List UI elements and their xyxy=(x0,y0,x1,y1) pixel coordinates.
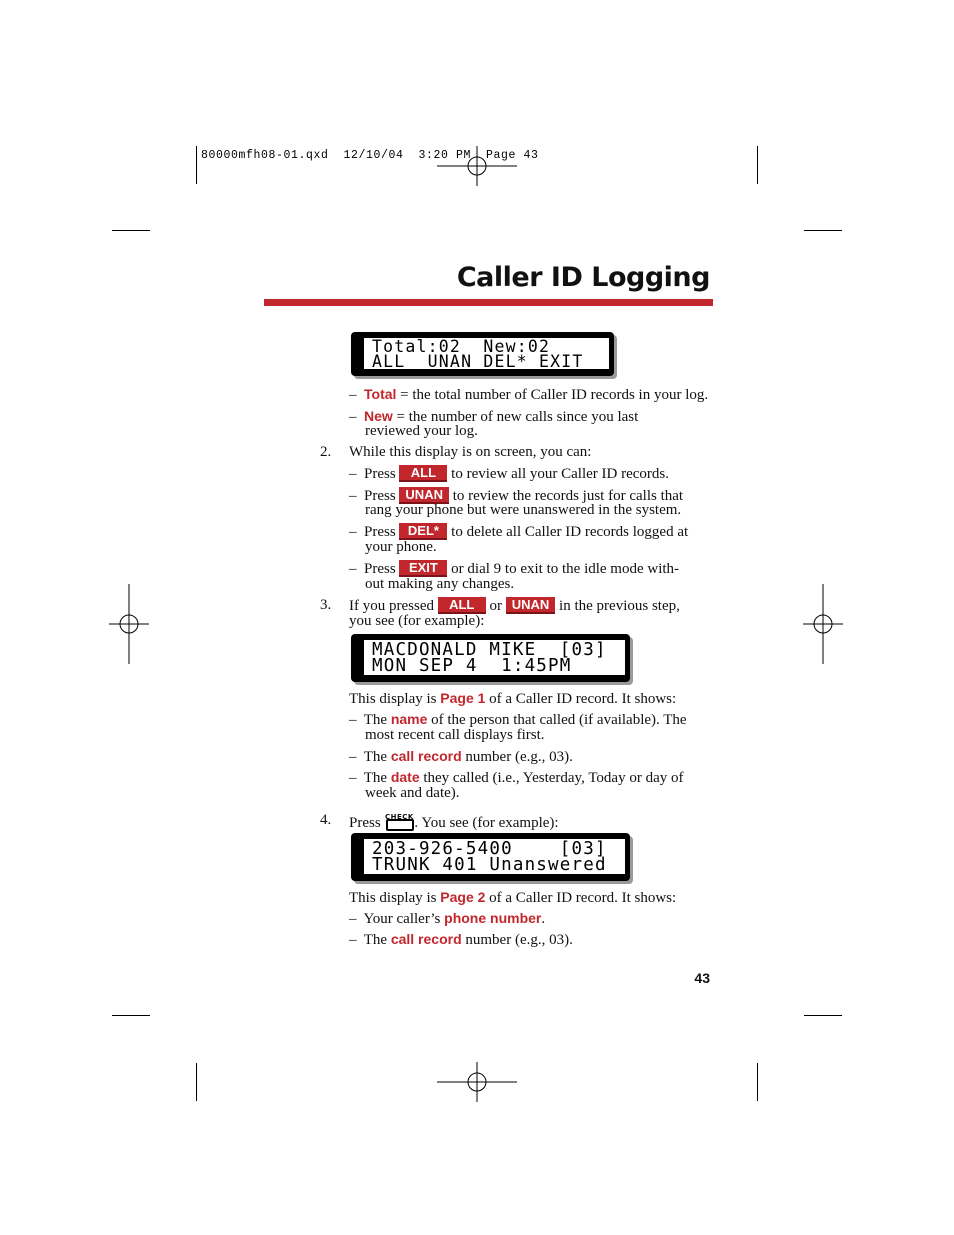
step2-del-cont: your phone. xyxy=(365,539,437,555)
lcd-line-1: Total:02 New:02 xyxy=(372,337,551,356)
crop-mark xyxy=(757,146,758,184)
date-text: they called (i.e., Yesterday, Today or day of xyxy=(419,770,684,786)
term-call-record: call record xyxy=(390,748,462,764)
page2-intro xyxy=(349,889,676,906)
page1-name-cont: most recent call displays first. xyxy=(365,727,545,743)
dash: – xyxy=(349,561,357,577)
term-page1: Page 1 xyxy=(440,690,486,706)
step4-text xyxy=(349,812,559,831)
step3-text xyxy=(349,597,680,614)
lcd-display-page1 xyxy=(351,634,630,682)
dash: – xyxy=(349,932,357,948)
all-softkey[interactable]: ALL xyxy=(438,597,486,614)
dash: – xyxy=(349,770,357,786)
dash: – xyxy=(349,911,357,927)
crop-mark xyxy=(196,1063,197,1101)
page1-record xyxy=(349,748,573,765)
the-text: The xyxy=(363,770,391,786)
crop-mark xyxy=(804,230,842,231)
press-text: Press xyxy=(349,815,385,831)
record-text: number (e.g., 03). xyxy=(461,749,573,765)
term-phone-number: phone number xyxy=(444,910,542,926)
dash: – xyxy=(349,712,357,728)
registration-mark-icon xyxy=(437,1062,517,1102)
lcd-display-page2 xyxy=(351,833,630,881)
lcd-line-2: ALL UNAN DEL* EXIT xyxy=(372,352,584,371)
page1-date xyxy=(349,769,684,786)
caller-text-end: . xyxy=(541,911,546,927)
lcd-screen xyxy=(364,640,625,675)
page2-intro-b: of a Caller ID record. It shows: xyxy=(485,890,677,906)
the-text: The xyxy=(363,932,391,948)
unan-text: to review the records just for calls that xyxy=(448,488,684,504)
step2-del xyxy=(349,523,688,540)
crop-mark xyxy=(112,1015,150,1016)
the-text: The xyxy=(363,749,391,765)
dash: – xyxy=(349,749,357,765)
check-button-label: CHECK xyxy=(385,813,414,821)
or-text: or xyxy=(485,598,506,614)
name-text: of the person that called (if available). The xyxy=(427,712,687,728)
print-slug: 80000mfh08-01.qxd 12/10/04 3:20 PM Page 43 xyxy=(201,149,539,162)
unan-softkey[interactable]: UNAN xyxy=(506,597,556,614)
page1-intro-b: of a Caller ID record. It shows: xyxy=(485,691,677,707)
term-new: New xyxy=(364,408,393,424)
step4-text-b: . You see (for example): xyxy=(414,815,559,831)
legend-total-text: = the total number of Caller ID records in your log. xyxy=(396,387,709,403)
press-text: Press xyxy=(364,561,396,577)
check-button-box xyxy=(386,819,414,831)
term-call-record: call record xyxy=(390,931,462,947)
page-title: Caller ID Logging xyxy=(456,262,710,293)
all-softkey[interactable]: ALL xyxy=(399,465,447,482)
caller-text: Your caller’s xyxy=(363,911,445,927)
page2-intro-a: This display is xyxy=(349,890,441,906)
all-text: to review all your Caller ID records. xyxy=(447,466,670,482)
the-text: The xyxy=(363,712,391,728)
step3-text-b: in the previous step, xyxy=(555,598,680,614)
del-softkey[interactable]: DEL* xyxy=(399,523,447,540)
dash: – xyxy=(349,466,357,482)
page1-intro-a: This display is xyxy=(349,691,441,707)
step3-cont: you see (for example): xyxy=(349,613,485,629)
step2-exit xyxy=(349,560,679,577)
press-text: Press xyxy=(364,466,396,482)
lcd-display-summary xyxy=(351,332,614,376)
lcd-screen xyxy=(364,338,609,369)
check-button-icon[interactable] xyxy=(384,812,414,830)
page-number: 43 xyxy=(694,970,710,986)
press-text: Press xyxy=(364,524,396,540)
lcd-screen xyxy=(364,839,625,874)
lcd-line-1: 203-926-5400 [03] xyxy=(372,839,607,859)
crop-mark xyxy=(196,146,197,184)
exit-text: or dial 9 to exit to the idle mode with- xyxy=(447,561,680,577)
record-text: number (e.g., 03). xyxy=(461,932,573,948)
step-number: 4. xyxy=(320,812,332,828)
lcd-line-1: MACDONALD MIKE [03] xyxy=(372,640,607,660)
step-number: 3. xyxy=(320,597,332,613)
page2-record xyxy=(349,931,573,948)
del-text: to delete all Caller ID records logged at xyxy=(447,524,689,540)
lcd-line-2: MON SEP 4 1:45PM xyxy=(372,656,572,676)
step2-exit-cont: out making any changes. xyxy=(365,576,515,592)
registration-mark-icon xyxy=(109,584,149,664)
dash: – xyxy=(349,488,357,504)
title-rule xyxy=(264,299,713,306)
crop-mark xyxy=(112,230,150,231)
exit-softkey[interactable]: EXIT xyxy=(399,560,447,577)
crop-mark xyxy=(757,1063,758,1101)
registration-mark-icon xyxy=(803,584,843,664)
legend-new-cont: reviewed your log. xyxy=(365,423,478,439)
press-text: Press xyxy=(364,488,396,504)
legend-new-text: = the number of new calls since you last xyxy=(392,409,639,425)
step2-unan-cont: rang your phone but were unanswered in the system. xyxy=(365,502,682,518)
page1-intro xyxy=(349,690,676,707)
legend-total xyxy=(349,386,708,403)
crop-mark xyxy=(804,1015,842,1016)
dash: – xyxy=(349,409,357,425)
unan-softkey[interactable]: UNAN xyxy=(399,487,449,504)
step2-intro: While this display is on screen, you can: xyxy=(349,444,592,460)
dash: – xyxy=(349,387,357,403)
page1-name xyxy=(349,711,687,728)
page2-phone xyxy=(349,910,545,927)
dash: – xyxy=(349,524,357,540)
step3-text-a: If you pressed xyxy=(349,598,438,614)
page1-date-cont: week and date). xyxy=(365,785,460,801)
step-number: 2. xyxy=(320,444,332,460)
step2-all xyxy=(349,465,669,482)
term-date: date xyxy=(390,769,420,785)
term-name: name xyxy=(390,711,428,727)
term-total: Total xyxy=(364,386,397,402)
lcd-line-2: TRUNK 401 Unanswered xyxy=(372,855,607,875)
term-page2: Page 2 xyxy=(440,889,486,905)
